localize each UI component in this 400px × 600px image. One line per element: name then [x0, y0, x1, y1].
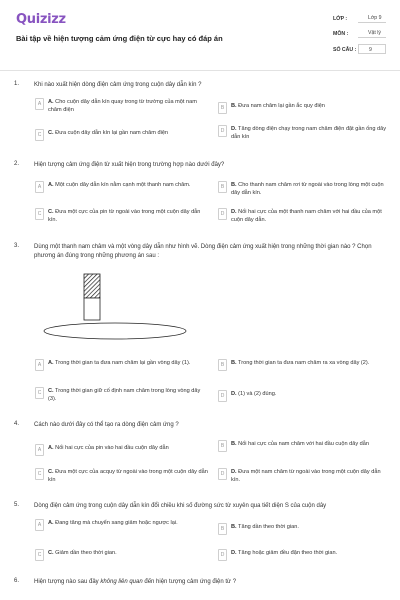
magnet-and-coil-figure	[40, 267, 190, 345]
quizizz-logo: Quizizz	[16, 12, 66, 27]
option-box[interactable]: A	[35, 181, 44, 193]
option-letter: A.	[48, 445, 54, 451]
magnet-north-pole	[84, 274, 100, 298]
option-box[interactable]: B	[218, 102, 227, 114]
option-letter: D.	[231, 126, 237, 132]
option-text: Nối hai cực của nam châm với hai đầu cuộn dây dẫn	[238, 441, 370, 447]
option-box[interactable]: D	[218, 549, 227, 561]
option-text: Tăng dòng điện chạy trong nam châm điện đặt gần ống dây dẫn kín	[231, 126, 387, 141]
option-letter: C.	[48, 388, 54, 394]
option-letter: C.	[48, 130, 54, 136]
option-letter: C.	[48, 209, 54, 215]
option-box[interactable]: B	[218, 181, 227, 193]
option-text: Đưa nam châm lại gần ắc quy điện	[238, 103, 325, 109]
magnet-south-pole	[84, 298, 100, 320]
option-letter: A.	[48, 520, 54, 526]
worksheet-header	[0, 0, 400, 62]
option-box[interactable]: D	[218, 208, 227, 220]
question-text: Dùng một thanh nam châm và một vòng dây dẫn như hình vẽ. Dòng điện cảm ứng xuất hiện trong những thời gian nào ? Chọn phương án đúng trong những phương án sau :	[34, 244, 372, 259]
option-box[interactable]: A	[35, 359, 44, 371]
option-box[interactable]: D	[218, 468, 227, 480]
question-text: Dòng điện cảm ứng trong cuộn dây dẫn kín đổi chiều khi số đường sức từ xuyên qua tiết diện S của cuộn dây	[34, 503, 327, 509]
option-letter: C.	[48, 469, 54, 475]
subject-value: Vật lý	[358, 28, 386, 38]
option-text: Trong thời gian ta đưa nam châm lại gần vòng dây (1).	[55, 360, 191, 366]
question-count-value: 9	[358, 44, 386, 54]
question-number: 2.	[14, 161, 20, 167]
option-letter: B.	[231, 182, 237, 188]
option-letter: B.	[231, 524, 237, 530]
wire-loop	[44, 323, 186, 339]
option-box[interactable]: A	[35, 519, 44, 531]
option-letter: D.	[231, 469, 237, 475]
option-text: Đưa cuộn dây dẫn kín lại gần nam châm điện	[55, 130, 169, 136]
option-text: Trong thời gian ta đưa nam châm ra xa vòng dây (2).	[238, 360, 370, 366]
question-text: Cách nào dưới đây có thể tạo ra dòng điện cảm ứng ?	[34, 422, 179, 428]
option-letter: B.	[231, 441, 237, 447]
option-text: Trong thời gian giữ cố định nam châm trong lòng vòng dây (3).	[48, 388, 201, 403]
option-letter: A.	[48, 99, 54, 105]
grade-value: Lớp 9	[358, 13, 386, 23]
question-count-label: SỐ CÂU :	[333, 47, 357, 53]
option-box[interactable]: C	[35, 208, 44, 220]
option-box[interactable]: B	[218, 523, 227, 535]
option-letter: D.	[231, 209, 237, 215]
grade-label: LỚP :	[333, 16, 348, 22]
option-letter: B.	[231, 103, 237, 109]
option-box[interactable]: B	[218, 359, 227, 371]
option-letter: B.	[231, 360, 237, 366]
option-text: (1) và (2) đúng.	[238, 391, 277, 397]
question-number: 6.	[14, 578, 20, 584]
option-text: Một cuộn dây dẫn kín nằm cạnh một thanh nam châm.	[55, 182, 191, 188]
option-text: Đưa một cực của acquy từ ngoài vào trong một cuộn dây dẫn kín	[48, 469, 208, 484]
option-box[interactable]: D	[218, 125, 227, 137]
question-number: 4.	[14, 421, 20, 427]
option-box[interactable]: A	[35, 444, 44, 456]
option-box[interactable]: A	[35, 98, 44, 110]
page-title: Bài tập về hiện tượng cảm ứng điện từ cực hay có đáp án	[16, 34, 223, 43]
question-number: 1.	[14, 81, 20, 87]
option-box[interactable]: C	[35, 387, 44, 399]
option-text: Giảm dần theo thời gian.	[55, 550, 117, 556]
option-text: Đưa một nam châm từ ngoài vào trong một cuộn dây dẫn kín.	[231, 469, 381, 484]
question-text: Hiện tượng nào sau đây không liên quan đến hiện tượng cảm ứng điện từ ?	[34, 579, 237, 585]
option-text: Nối hai cực của một thanh nam châm với hai đầu của một cuộn dây dẫn.	[231, 209, 382, 224]
emphasis-text: không liên quan	[100, 579, 143, 585]
question-number: 3.	[14, 243, 20, 249]
option-text: Tăng hoặc giảm đều đặn theo thời gian.	[238, 550, 338, 556]
option-box[interactable]: C	[35, 549, 44, 561]
option-text: Tăng dần theo thời gian.	[238, 524, 299, 530]
option-letter: D.	[231, 391, 237, 397]
option-box[interactable]: B	[218, 440, 227, 452]
option-letter: D.	[231, 550, 237, 556]
option-text: Cho cuộn dây dẫn kín quay trong từ trường của một nam châm điện	[48, 99, 197, 114]
option-box[interactable]: C	[35, 468, 44, 480]
bar-magnet	[84, 274, 100, 320]
option-letter: A.	[48, 360, 54, 366]
option-text: Đang tăng mà chuyển sang giảm hoặc ngược lại.	[55, 520, 178, 526]
question-number: 5.	[14, 502, 20, 508]
subject-label: MÔN :	[333, 31, 349, 37]
option-text: Đưa một cực của pin từ ngoài vào trong một cuộn dây dẫn kín.	[48, 209, 201, 224]
option-letter: A.	[48, 182, 54, 188]
option-letter: C.	[48, 550, 54, 556]
option-box[interactable]: D	[218, 390, 227, 402]
option-text: Nối hai cực của pin vào hai đầu cuộn dây dẫn	[55, 445, 169, 451]
question-text: Hiện tượng cảm ứng điện từ xuất hiện trong trường hợp nào dưới đây?	[34, 162, 225, 168]
header-divider	[0, 70, 400, 71]
question-text: Khi nào xuất hiện dòng điện cảm ứng trong cuộn dây dẫn kín ?	[34, 82, 202, 88]
option-text: Cho thanh nam châm rơi từ ngoài vào trong lòng một cuộn dây dẫn kín.	[231, 182, 384, 197]
option-box[interactable]: C	[35, 129, 44, 141]
